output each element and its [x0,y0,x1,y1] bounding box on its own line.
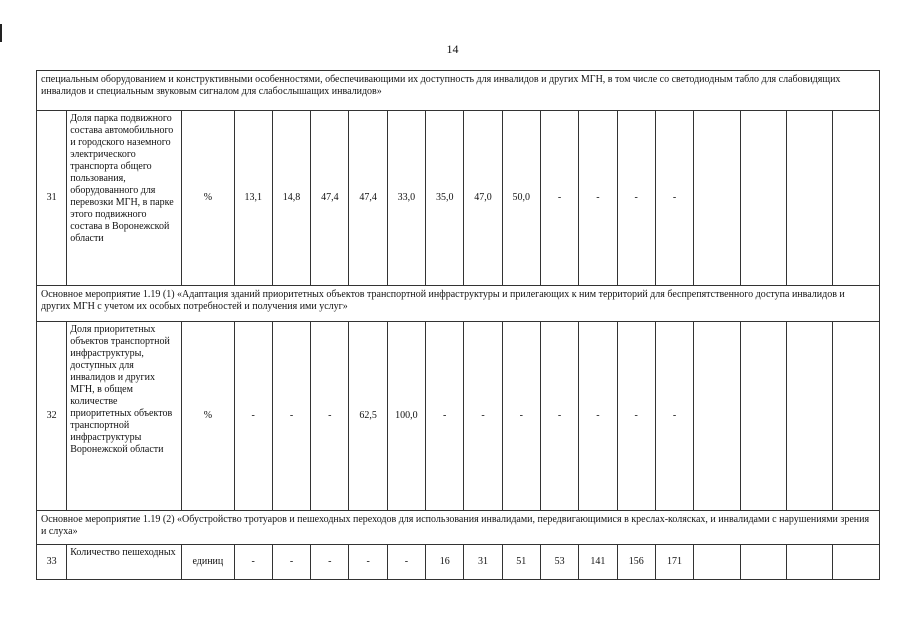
unit-cell: % [182,111,234,286]
indicator-name: Доля парка подвижного состава автомобильного и городского наземного электрического транспорта общего пользования, оборудованного для перевозки МГН, в парке этого подвижного состава в Воронежской области [67,111,182,286]
value-cell: - [655,322,693,511]
value-cell: - [464,322,502,511]
value-cell: 31 [464,545,502,580]
value-cell [833,322,880,511]
value-cell: 14,8 [272,111,310,286]
section-title: Основное мероприятие 1.19 (2) «Обустройство тротуаров и пешеходных переходов для использования инвалидами, передвигающимися в креслах-колясках, и инвалидами с нарушениями зрения и слуха» [37,511,880,545]
value-cell: 100,0 [387,322,425,511]
value-cell [786,545,832,580]
value-cell: 156 [617,545,655,580]
value-cell: - [234,322,272,511]
indicators-table [36,70,880,580]
value-cell [740,545,786,580]
value-cell [694,322,740,511]
section-title: специальным оборудованием и конструктивными особенностями, обеспечивающими их доступность для инвалидов и других МГН, в том числе со светодиодным табло для слабовидящих инвалидов и специальным звуковым сигналом для слабослышащих инвалидов» [37,71,880,111]
value-cell [694,545,740,580]
value-cell: 62,5 [349,322,387,511]
section-title: Основное мероприятие 1.19 (1) «Адаптация зданий приоритетных объектов транспортной инфраструктуры и прилегающих к ним территорий для беспрепятственного доступа инвалидов и других МГН с учетом их особых потребностей и получения ими услуг» [37,286,880,322]
value-cell: 13,1 [234,111,272,286]
value-cell [833,545,880,580]
table-row [37,545,880,580]
value-cell: 50,0 [502,111,540,286]
value-cell: - [579,322,617,511]
value-cell: - [387,545,425,580]
value-cell: 33,0 [387,111,425,286]
table-row [37,322,880,511]
value-cell: - [311,545,349,580]
value-cell [740,322,786,511]
value-cell [740,111,786,286]
table-body [37,71,880,580]
value-cell: - [540,111,578,286]
indicator-name: Доля приоритетных объектов транспортной инфраструктуры, доступных для инвалидов и других МГН, в общем количестве приоритетных объектов транспортной инфраструктуры Воронежской области [67,322,182,511]
value-cell: - [579,111,617,286]
section-row [37,71,880,111]
value-cell: 47,4 [349,111,387,286]
row-number: 33 [37,545,67,580]
section-row [37,286,880,322]
value-cell: 16 [426,545,464,580]
value-cell [694,111,740,286]
value-cell: - [655,111,693,286]
value-cell: 47,4 [311,111,349,286]
row-number: 32 [37,322,67,511]
value-cell [786,111,832,286]
value-cell: - [311,322,349,511]
value-cell: 53 [540,545,578,580]
value-cell: 171 [655,545,693,580]
value-cell: - [617,111,655,286]
value-cell: 47,0 [464,111,502,286]
indicator-name: Количество пешеходных [67,545,182,580]
value-cell: - [617,322,655,511]
page-number: 14 [446,42,459,56]
value-cell: - [272,545,310,580]
scan-edge-mark [0,24,2,42]
value-cell: - [540,322,578,511]
row-number: 31 [37,111,67,286]
value-cell: - [349,545,387,580]
value-cell [786,322,832,511]
table-row [37,111,880,286]
value-cell: 35,0 [426,111,464,286]
unit-cell: единиц [182,545,234,580]
unit-cell: % [182,322,234,511]
value-cell: - [234,545,272,580]
value-cell [833,111,880,286]
section-row [37,511,880,545]
value-cell: - [426,322,464,511]
value-cell: - [272,322,310,511]
value-cell: 51 [502,545,540,580]
value-cell: 141 [579,545,617,580]
value-cell: - [502,322,540,511]
